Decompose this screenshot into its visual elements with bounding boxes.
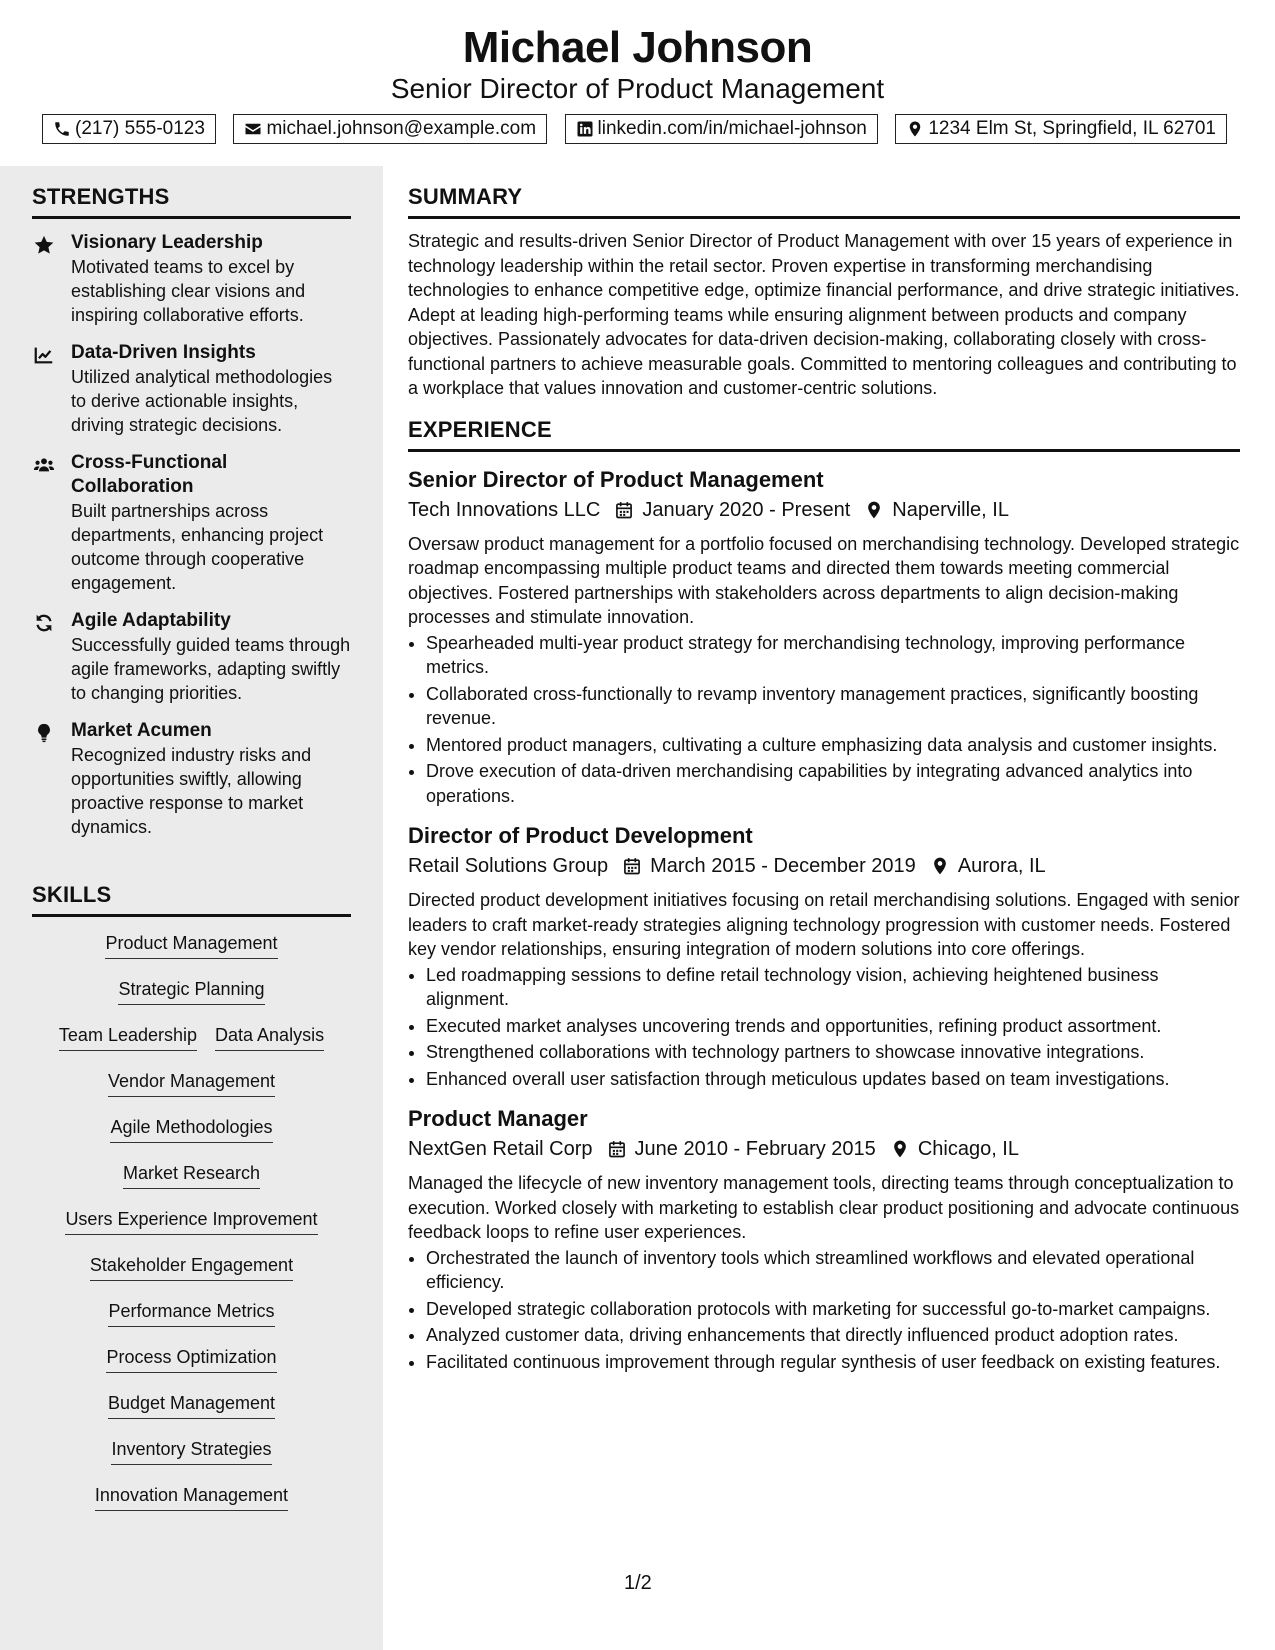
job-bullet: • Executed market analyses uncovering trends and opportunities, refining product assortment. (426, 1014, 1240, 1039)
skills-list (32, 931, 351, 1529)
job-bullet: • Analyzed customer data, driving enhancements that directly influenced product adoption rates. (426, 1323, 1240, 1348)
calendar-icon (614, 500, 634, 520)
contact-address-text: 1234 Elm St, Springfield, IL 62701 (928, 118, 1216, 139)
job-bullet: • Orchestrated the launch of inventory tools which streamlined workflows and elevated operational efficiency. (426, 1246, 1240, 1295)
job-meta (408, 852, 1240, 880)
job-bullet: • Led roadmapping sessions to define retail technology vision, achieving heightened business alignment. (426, 963, 1240, 1012)
job-meta (408, 1135, 1240, 1163)
calendar-icon (607, 1139, 627, 1159)
contact-phone-text: (217) 555-0123 (75, 118, 205, 139)
contact-phone[interactable] (42, 114, 216, 144)
experience-heading: EXPERIENCE (408, 417, 1240, 452)
resume-header (0, 0, 1275, 166)
job-entry (408, 466, 1240, 809)
users-icon (33, 454, 55, 476)
job-description: Oversaw product management for a portfolio focused on merchandising technology. Developed strategic roadmap encompassing multiple product teams and directed them towards meeting commercial objectives. Fostered partnerships with stakeholders across departments to align decision-making processes and stimulate innovation. (408, 533, 1240, 627)
main-content (408, 166, 1240, 1376)
strength-description: Recognized industry risks and opportunities swiftly, allowing proactive response to market dynamics. (71, 745, 312, 837)
calendar-icon (622, 856, 642, 876)
job-bullet: • Spearheaded multi-year product strategy for merchandising technology, improving performance metrics. (426, 631, 1240, 680)
job-bullet: • Developed strategic collaboration protocols with marketing for successful go-to-market campaigns. (426, 1297, 1240, 1322)
skill-tag: Innovation Management (95, 1483, 288, 1511)
lightbulb-icon (33, 722, 55, 744)
skill-tag: Agile Methodologies (110, 1115, 272, 1143)
contact-email-text: michael.johnson@example.com (266, 118, 537, 139)
job-title: Product Manager (408, 1106, 588, 1131)
job-entry (408, 1105, 1240, 1374)
strength-item (32, 609, 351, 705)
contact-linkedin[interactable] (565, 114, 878, 144)
map-pin-icon (906, 120, 924, 138)
job-bullet: • Mentored product managers, cultivating a culture emphasizing data analysis and customer insights. (426, 733, 1240, 758)
job-description: Directed product development initiatives focusing on retail merchandising solutions. Engaged with senior leaders to craft market-ready strategies aligning technology progression with customer needs. Fostered key vendor relationships, ensuring integration of modern solutions into core offerings. (408, 890, 1240, 959)
strengths-section (32, 184, 351, 853)
linkedin-icon (576, 120, 594, 138)
strength-description: Built partnerships across departments, enhancing project outcome through cooperative engagement. (71, 501, 324, 593)
star-icon (33, 234, 55, 256)
summary-heading: SUMMARY (408, 184, 1240, 219)
job-dates: January 2020 - Present (642, 498, 851, 521)
strength-item (32, 341, 351, 437)
strength-description: Successfully guided teams through agile frameworks, adapting swiftly to changing priorities. (71, 635, 351, 703)
skill-tag: Market Research (123, 1161, 260, 1189)
map-pin-icon (890, 1139, 910, 1159)
phone-icon (53, 120, 71, 138)
contact-email[interactable] (233, 114, 547, 144)
contact-address[interactable] (895, 114, 1227, 144)
job-bullet: • Collaborated cross-functionally to revamp inventory management practices, significantly boosting revenue. (426, 682, 1240, 731)
strength-description: Motivated teams to excel by establishing clear visions and inspiring collaborative efforts. (71, 257, 306, 325)
job-dates: June 2010 - February 2015 (634, 1138, 876, 1160)
job-dates: March 2015 - December 2019 (650, 855, 916, 877)
skill-tag: Performance Metrics (108, 1299, 274, 1327)
job-description: Managed the lifecycle of new inventory management tools, directing teams through conceptualization to execution. Worked closely with marketing to establish clear product positioning and advocate continuous feedback loops to refine user experiences. (408, 1173, 1240, 1242)
job-bullet: • Drove execution of data-driven merchandising capabilities by integrating advanced analytics into operations. (426, 759, 1240, 808)
job-title: Senior Director of Product Management (408, 466, 824, 492)
strength-title: Agile Adaptability (71, 610, 231, 631)
skill-tag: Team Leadership (59, 1023, 197, 1051)
experience-section (408, 417, 1240, 1375)
skill-tag: Users Experience Improvement (65, 1207, 317, 1235)
job-entry (408, 822, 1240, 1091)
job-location: Aurora, IL (957, 855, 1046, 877)
strength-title: Data-Driven Insights (71, 342, 256, 363)
map-pin-icon (864, 500, 884, 520)
skill-tag: Data Analysis (215, 1023, 324, 1051)
skills-section (32, 882, 351, 1529)
candidate-title: Senior Director of Product Management (390, 73, 885, 104)
job-bullet: • Enhanced overall user satisfaction through meticulous updates based on team investigations. (426, 1067, 1240, 1092)
skill-tag: Inventory Strategies (111, 1437, 271, 1465)
job-location: Chicago, IL (917, 1138, 1019, 1160)
envelope-icon (244, 120, 262, 138)
candidate-name: Michael Johnson (462, 23, 813, 72)
job-meta (408, 496, 1240, 524)
skill-tag: Strategic Planning (118, 977, 264, 1005)
summary-section (408, 184, 1240, 401)
skill-tag: Vendor Management (108, 1069, 275, 1097)
sync-icon (33, 612, 55, 634)
contact-linkedin-text: linkedin.com/in/michael-johnson (597, 118, 867, 139)
map-pin-icon (930, 856, 950, 876)
skill-tag: Stakeholder Engagement (90, 1253, 293, 1281)
strength-description: Utilized analytical methodologies to derive actionable insights, driving strategic decisions. (71, 367, 333, 435)
job-title: Director of Product Development (408, 823, 753, 848)
skills-heading: SKILLS (32, 882, 351, 917)
job-company: NextGen Retail Corp (408, 1138, 593, 1160)
strengths-list (32, 231, 351, 839)
job-bullets (408, 631, 1240, 809)
strength-item (32, 719, 351, 839)
strength-item (32, 231, 351, 327)
strength-title: Visionary Leadership (71, 232, 263, 253)
page-number: 1/2 (624, 1572, 652, 1594)
job-bullet: • Strengthened collaborations with technology partners to showcase innovative integrations. (426, 1040, 1240, 1065)
skill-tag: Process Optimization (106, 1345, 276, 1373)
job-bullets (408, 1246, 1240, 1375)
job-location: Naperville, IL (892, 498, 1009, 521)
job-bullets (408, 963, 1240, 1092)
chart-line-icon (33, 344, 55, 366)
job-company: Retail Solutions Group (408, 855, 609, 877)
strength-title: Market Acumen (71, 720, 212, 741)
skill-tag: Product Management (105, 931, 277, 959)
job-bullet: • Facilitated continuous improvement through regular synthesis of user feedback on existing features. (426, 1350, 1240, 1375)
skill-tag: Budget Management (108, 1391, 275, 1419)
sidebar (0, 166, 383, 1650)
contact-bar (42, 114, 1227, 144)
summary-text: Strategic and results-driven Senior Director of Product Management with over 15 years of experience in technology leadership within the retail sector. Proven expertise in transforming merchandising technologies to enhance competitive edge, optimize financial performance, and drive strategic initiatives. Adept at leading high-performing teams while ensuring alignment between products and company objectives. Passionately advocates for data-driven decision-making, collaborating closely with cross-functional partners to achieve measurable goals. Committed to mentoring colleagues and contributing to a workplace that values innovation and customer-centric solutions. (408, 231, 1240, 398)
strength-item (32, 451, 351, 595)
strength-title: Cross-Functional Collaboration (71, 452, 228, 497)
strengths-heading: STRENGTHS (32, 184, 351, 219)
job-company: Tech Innovations LLC (408, 498, 601, 521)
